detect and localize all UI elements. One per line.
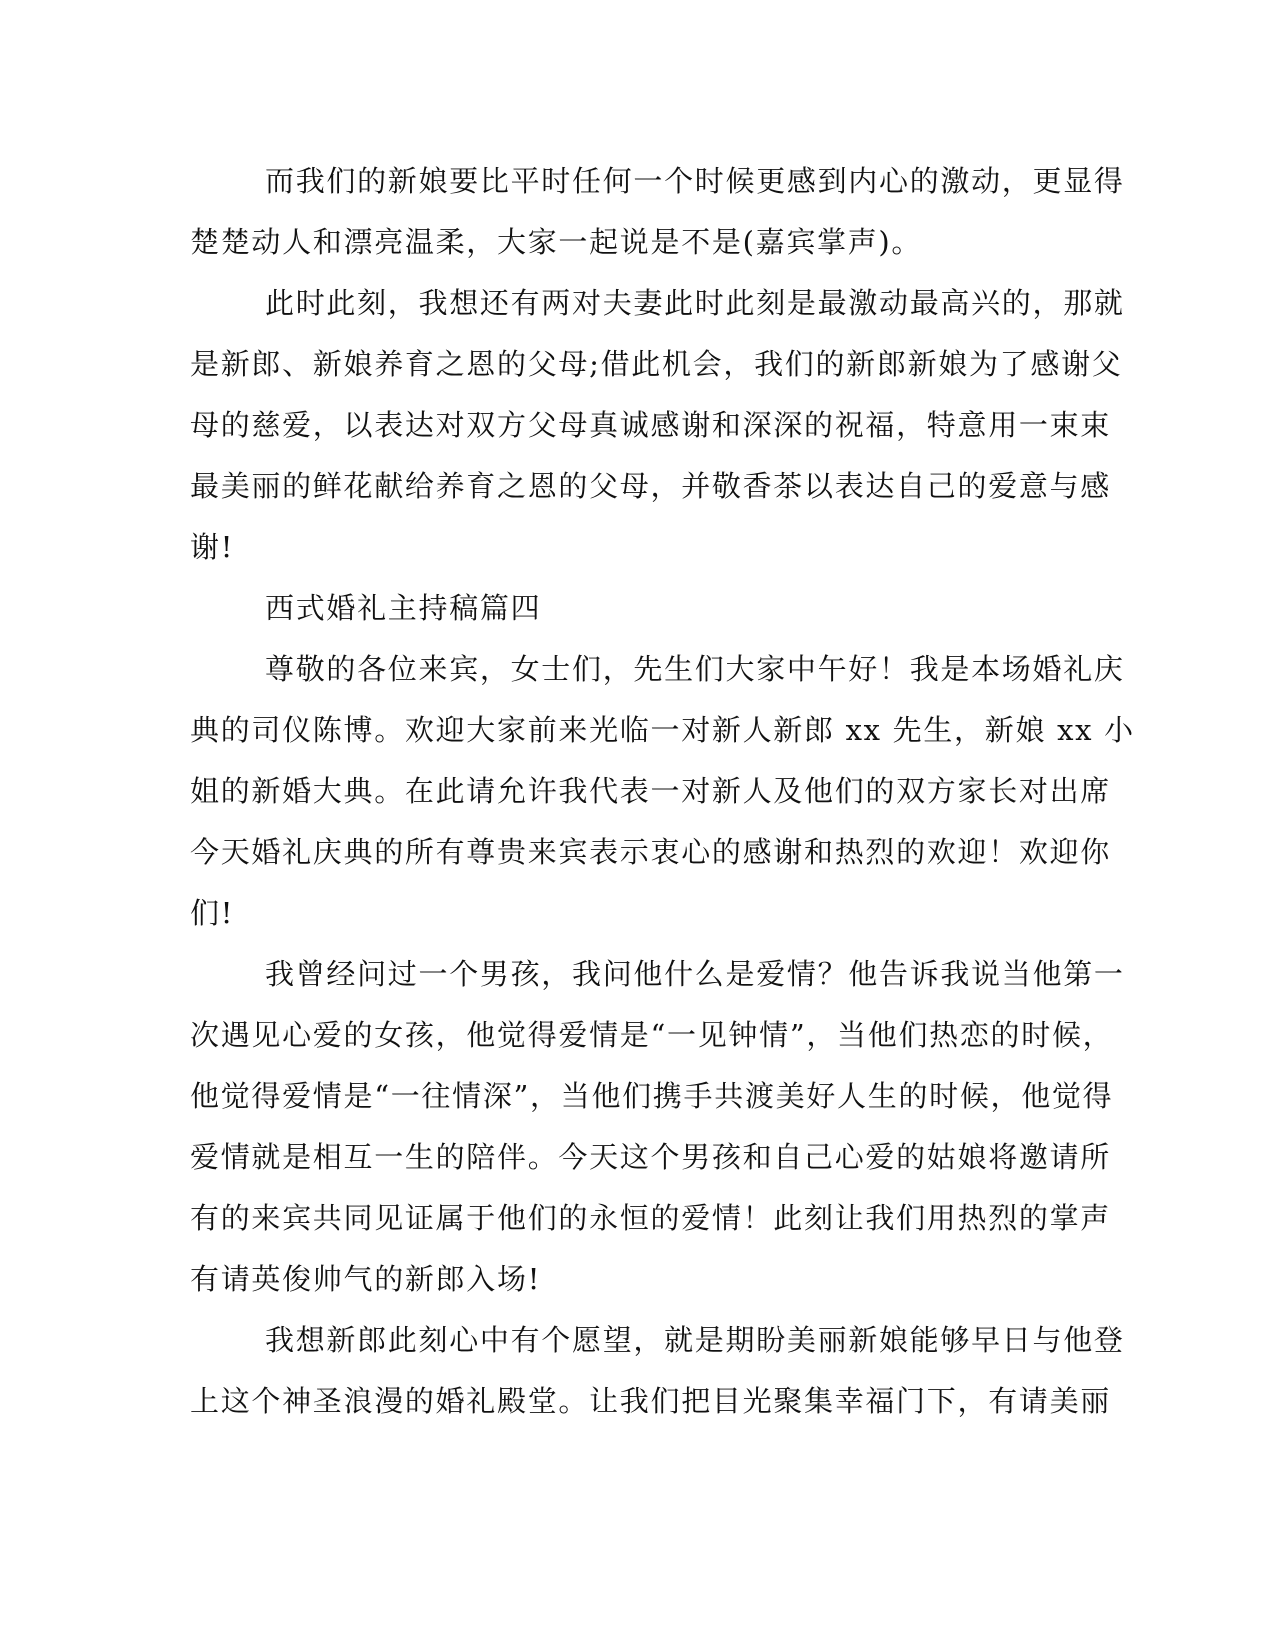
document-body xyxy=(190,151,1135,1432)
paragraph xyxy=(190,639,1135,944)
text-line: 我曾经问过一个男孩，我问他什么是爱情？他告诉我说当他第一 xyxy=(265,957,1125,991)
text-line: 们! xyxy=(190,896,235,930)
paragraph xyxy=(190,273,1125,578)
text-line: 母的慈爱，以表达对双方父母真诚感谢和深深的祝福，特意用一束束 xyxy=(190,408,1112,442)
paragraph xyxy=(190,944,1125,1310)
paragraph xyxy=(190,1310,1125,1432)
text-line: 尊敬的各位来宾，女士们，先生们大家中午好！我是本场婚礼庆 xyxy=(265,652,1125,686)
text-line: 而我们的新娘要比平时任何一个时候更感到内心的激动，更显得 xyxy=(265,164,1125,198)
heading-line: 西式婚礼主持稿篇四 xyxy=(265,591,542,625)
text-line: 今天婚礼庆典的所有尊贵来宾表示衷心的感谢和热烈的欢迎！欢迎你 xyxy=(190,835,1112,869)
text-line: 此时此刻，我想还有两对夫妻此时此刻是最激动最高兴的，那就 xyxy=(265,286,1125,320)
text-line: 爱情就是相互一生的陪伴。今天这个男孩和自己心爱的姑娘将邀请所 xyxy=(190,1140,1112,1174)
paragraph xyxy=(190,151,1125,273)
text-line: 楚楚动人和漂亮温柔，大家一起说是不是(嘉宾掌声)。 xyxy=(190,225,923,259)
section-heading xyxy=(190,578,1085,639)
text-line: 次遇见心爱的女孩，他觉得爱情是“一见钟情”，当他们热恋的时候， xyxy=(190,1018,1114,1052)
text-line: 谢! xyxy=(190,530,235,564)
text-line: 我想新郎此刻心中有个愿望，就是期盼美丽新娘能够早日与他登 xyxy=(265,1323,1125,1357)
text-line: 典的司仪陈博。欢迎大家前来光临一对新人新郎 xx 先生，新娘 xx 小 xyxy=(190,713,1135,747)
text-line: 有的来宾共同见证属于他们的永恒的爱情！此刻让我们用热烈的掌声 xyxy=(190,1201,1112,1235)
text-line: 最美丽的鲜花献给养育之恩的父母，并敬香茶以表达自己的爱意与感 xyxy=(190,469,1112,503)
text-line: 上这个神圣浪漫的婚礼殿堂。让我们把目光聚集幸福门下，有请美丽 xyxy=(190,1384,1112,1418)
text-line: 他觉得爱情是“一往情深”，当他们携手共渡美好人生的时候，他觉得 xyxy=(190,1079,1114,1113)
text-line: 姐的新婚大典。在此请允许我代表一对新人及他们的双方家长对出席 xyxy=(190,774,1112,808)
text-line: 是新郎、新娘养育之恩的父母;借此机会，我们的新郎新娘为了感谢父 xyxy=(190,347,1123,381)
text-line: 有请英俊帅气的新郎入场! xyxy=(190,1262,542,1296)
